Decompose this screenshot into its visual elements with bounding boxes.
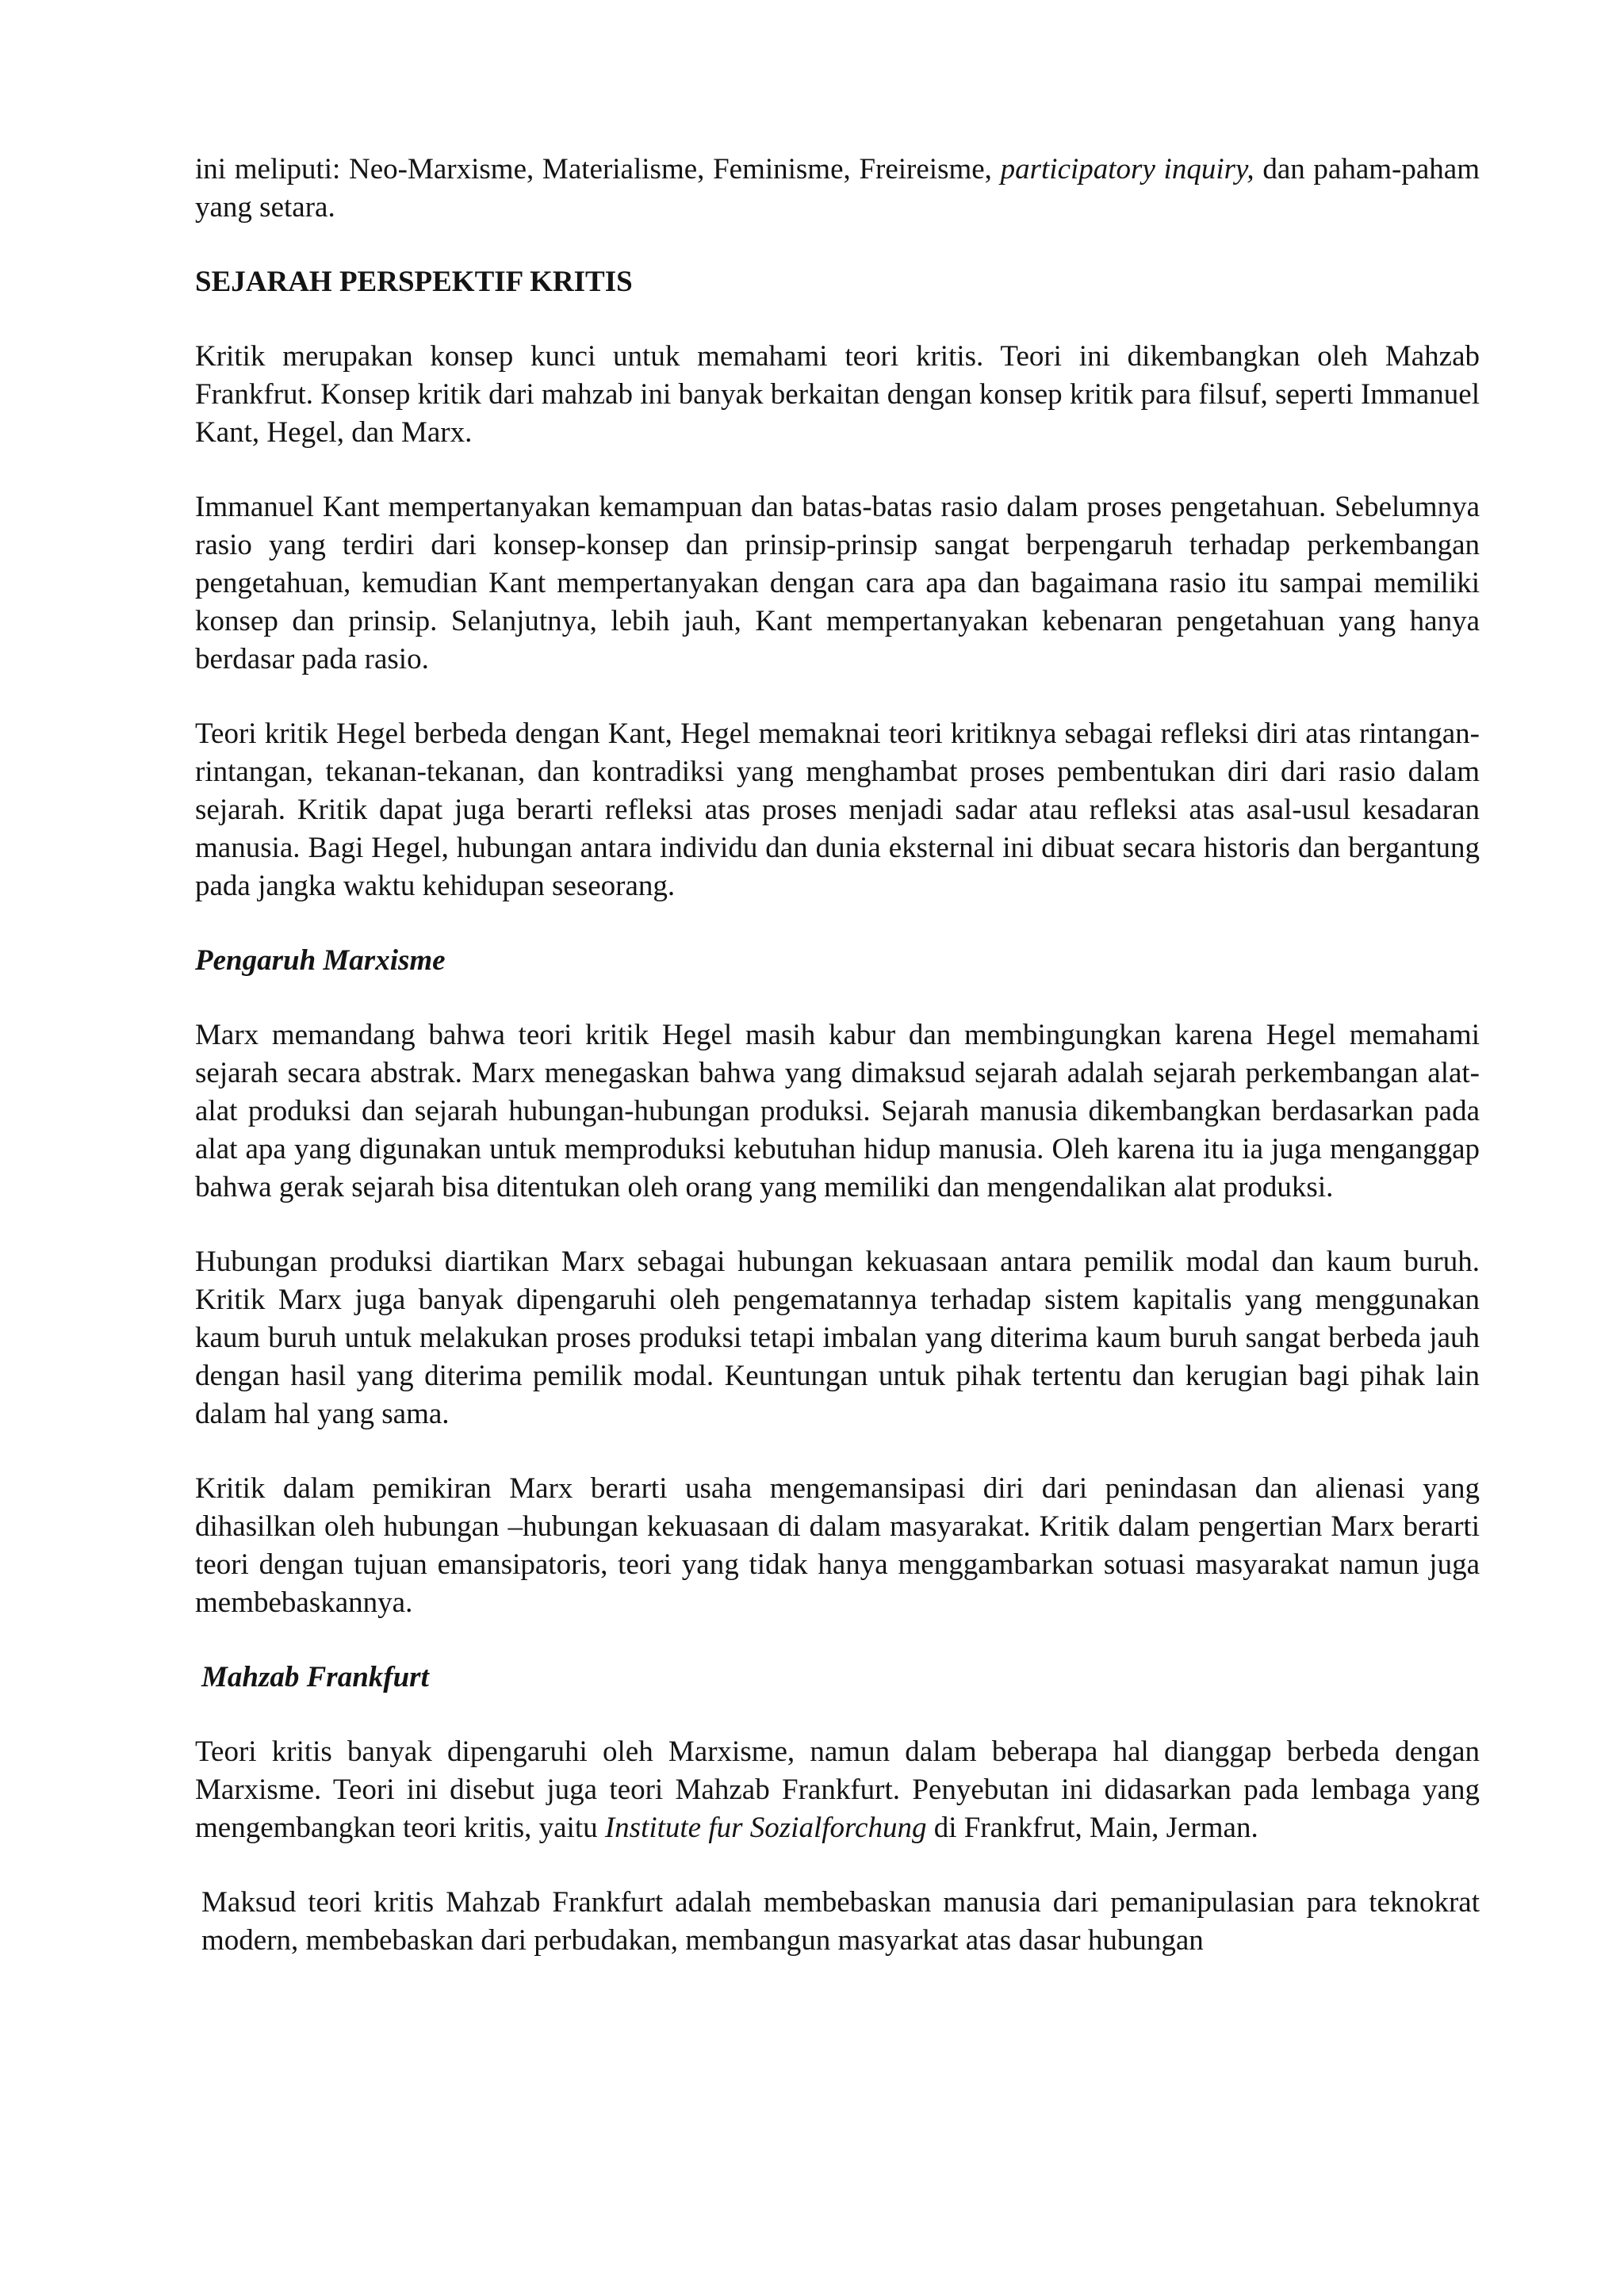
paragraph-kant: Immanuel Kant mempertanyakan kemampuan dan batas-batas rasio dalam proses pengetahuan. Sebelumnya rasio yang terdiri dari konsep-konsep dan prinsip-prinsip sangat berpengaruh terhadap perkembangan pengetahuan, kemudian Kant mempertanyakan dengan cara apa dan bagaimana rasio itu sampai memiliki konsep dan prinsip. Selanjutnya, lebih jauh, Kant mempertanyakan kebenaran pengetahuan yang hanya berdasar pada rasio. xyxy=(195,491,1480,675)
intro-text-b: dan paham-paham yang setara. xyxy=(195,153,1480,224)
paragraph-kritik: Kritik merupakan konsep kunci untuk memahami teori kritis. Teori ini dikembangkan oleh Mahzab Frankfrut. Konsep kritik dari mahzab ini banyak berkaitan dengan konsep kritik para filsuf, seperti Immanuel Kant, Hegel, dan Marx. xyxy=(195,340,1480,449)
subheading-marxisme: Pengaruh Marxisme xyxy=(195,944,446,977)
paragraph-marx-3: Kritik dalam pemikiran Marx berarti usaha mengemansipasi diri dari penindasan dan alienasi yang dihasilkan oleh hubungan –hubungan kekuasaan di dalam masyarakat. Kritik dalam pengertian Marx berarti teori dengan tujuan emansipatoris, teori yang tidak hanya menggambarkan sotuasi masyarakat namun juga membebaskannya. xyxy=(195,1472,1480,1619)
intro-paragraph xyxy=(195,151,1480,227)
section-heading-sejarah: SEJARAH PERSPEKTIF KRITIS xyxy=(195,266,633,298)
paragraph-marx-2: Hubungan produksi diartikan Marx sebagai hubungan kekuasaan antara pemilik modal dan kaum buruh. Kritik Marx juga banyak dipengaruhi oleh pengematannya terhadap sistem kapitalis yang menggunakan kaum buruh untuk melakukan proses produksi tetapi imbalan yang diterima kaum buruh sangat berbeda jauh dengan hasil yang diterima pemilik modal. Keuntungan untuk pihak tertentu dan kerugian bagi pihak lain dalam hal yang sama. xyxy=(195,1246,1480,1430)
paragraph-hegel: Teori kritik Hegel berbeda dengan Kant, Hegel memaknai teori kritiknya sebagai refleksi diri atas rintangan-rintangan, tekanan-tekanan, dan kontradiksi yang menghambat proses pembentukan diri dari rasio dalam sejarah. Kritik dapat juga berarti refleksi atas proses menjadi sadar atau refleksi atas asal-usul kesadaran manusia. Bagi Hegel, hubungan antara individu dan dunia eksternal ini dibuat secara historis dan bergantung pada jangka waktu kehidupan seseorang. xyxy=(195,718,1480,902)
paragraph-marx-1: Marx memandang bahwa teori kritik Hegel masih kabur dan membingungkan karena Hegel memahami sejarah secara abstrak. Marx menegaskan bahwa yang dimaksud sejarah adalah sejarah perkembangan alat-alat produksi dan sejarah hubungan-hubungan produksi. Sejarah manusia dikembangkan berdasarkan pada alat apa yang digunakan untuk memproduksi kebutuhan hidup manusia. Oleh karena itu ia juga menganggap bahwa gerak sejarah bisa ditentukan oleh orang yang memiliki dan mengendalikan alat produksi. xyxy=(195,1019,1480,1203)
intro-text-a: ini meliputi: Neo-Marxisme, Materialisme, Feminisme, Freireisme, xyxy=(195,153,1001,186)
frankfurt-text-b: di Frankfrut, Main, Jerman. xyxy=(926,1812,1258,1844)
paragraph-frankfurt-1 xyxy=(195,1733,1480,1847)
paragraph-frankfurt-2: Maksud teori kritis Mahzab Frankfurt adalah membebaskan manusia dari pemanipulasian para teknokrat modern, membebaskan dari perbudakan, membangun masyarkat atas dasar hubungan xyxy=(201,1886,1480,1957)
frankfurt-text-a: Teori kritis banyak dipengaruhi oleh Marxisme, namun dalam beberapa hal dianggap berbeda dengan Marxisme. Teori ini disebut juga teori Mahzab Frankfurt. Penyebutan ini didasarkan pada lembaga yang mengembangkan teori kritis, yaitu xyxy=(195,1735,1480,1844)
intro-italic-term: participatory inquiry, xyxy=(1000,153,1254,186)
institute-name: Institute fur Sozialforchung xyxy=(604,1812,927,1844)
subheading-frankfurt: Mahzab Frankfurt xyxy=(201,1661,429,1693)
document-page xyxy=(195,151,1480,1996)
